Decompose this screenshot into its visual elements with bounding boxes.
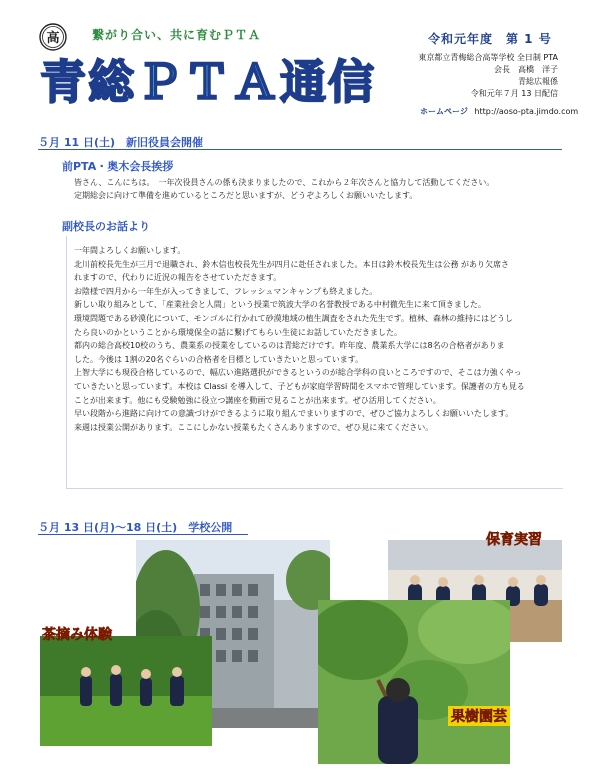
- speech-line: した。今後は 1割の20名ぐらいの合格者を目標としていきたいと思っています。: [74, 354, 364, 364]
- speech-line: 新しい取り組みとして、「産業社会と人間」という授業で筑波大学の名誉教授である中村徹先生に来て頂きました。: [74, 300, 486, 310]
- newsletter-title: 青総ＰＴＡ通信: [40, 55, 376, 109]
- greeting-title: 前PTA・奥木会長挨拶: [62, 160, 174, 173]
- homepage-link[interactable]: http://aoso-pta.jimdo.com: [474, 107, 579, 116]
- speech-line: れますので、代わりに近況の報告をさせていただきます。: [74, 273, 282, 283]
- vice-principal-speech: [74, 244, 562, 434]
- speech-line: 来週は授業公開があります。ここにしかない授業もたくさんありますので、ぜひ見に来てください。: [74, 422, 434, 432]
- speech-line: たら良いのかということから環境保全の話に繋げてもらい生徒にお話していただきました。: [74, 327, 402, 337]
- vice-principal-title: 副校長のお話より: [62, 220, 150, 233]
- speech-line: 早い段階から進路に向けての意識づけができるように取り組んでまいりますので、ぜひご協力よろしくお願いいたします。: [74, 409, 514, 419]
- section2-heading: ５月 13 日(月)～18 日(土) 学校公開: [38, 521, 233, 534]
- section1-heading: ５月 11 日(土) 新旧役員会開催: [38, 136, 204, 149]
- speech-line: 一年間よろしくお願いします。: [74, 246, 186, 255]
- speech-line: ことが出来ます。他にも受験勉強に役立つ講座を動画で見ることが出来ます。ぜひ活用してください。: [74, 395, 441, 405]
- slogan: 繋がり合い、共に育むＰＴＡ: [92, 28, 262, 42]
- tea-picking-photo: [40, 636, 212, 746]
- issue-number: 令和元年度 第 1 号: [428, 32, 552, 46]
- fruit-tree-photo: [318, 600, 510, 764]
- committee-name: 青総広報係: [518, 77, 558, 86]
- greeting-line: 皆さん、こんにちは。 一年次役員さんの係も決まりましたので、これから２年次さんと協力して活動してください。: [74, 178, 495, 187]
- publish-date: 令和元年７月 13 日配信: [470, 89, 558, 98]
- tea-picking-label: 茶摘み体験: [42, 627, 112, 643]
- badge-char: 高: [46, 31, 60, 46]
- homepage: [420, 106, 578, 117]
- speech-line: 北川前校長先生が三月で退職され、鈴木信也校長先生が四月に赴任されました。本日は鈴木校長先生は公務 があり欠席さ: [74, 259, 510, 269]
- section2-divider: [38, 534, 248, 535]
- nursery-practice-label: 保育実習: [486, 532, 542, 548]
- section1-divider: [38, 149, 562, 150]
- speech-line: ていきたいと思っています。本校は Classi を導入して、子どもが家庭学習時間をスマホで管理しています。保護者の方も見る: [74, 381, 525, 391]
- homepage-label: ホームページ: [420, 107, 468, 116]
- pta-chair: 会長 高橋 洋子: [494, 65, 558, 74]
- greeting-line: 定期総会に向けて準備を進めているところだと思いますが、どうぞよろしくお願いいたします。: [74, 191, 418, 200]
- fruit-tree-label: 果樹園芸: [448, 706, 510, 726]
- school-name: 東京都立青梅総合高等学校 全日制 PTA: [418, 53, 558, 62]
- speech-line: 環境問題である砂漠化について、モンゴルに行かれて砂漠地域の植生調査をされた先生です。植林、森林の維持にはどうし: [74, 313, 514, 323]
- speech-line: 都内の総合高校10校のうち、農業系の授業をしているのは青総だけです。昨年度、農業系大学には8名の合格者がありま: [74, 341, 505, 351]
- school-badge-icon: [38, 22, 68, 52]
- speech-line: 上智大学にも現役合格しているので、幅広い進路選択ができるというのが総合学科の良いところですので、そこは力強くやっ: [74, 368, 522, 378]
- speech-line: お陰様で四月から一年生が入ってきまして、フレッシュマンキャンプも終えました。: [74, 286, 378, 296]
